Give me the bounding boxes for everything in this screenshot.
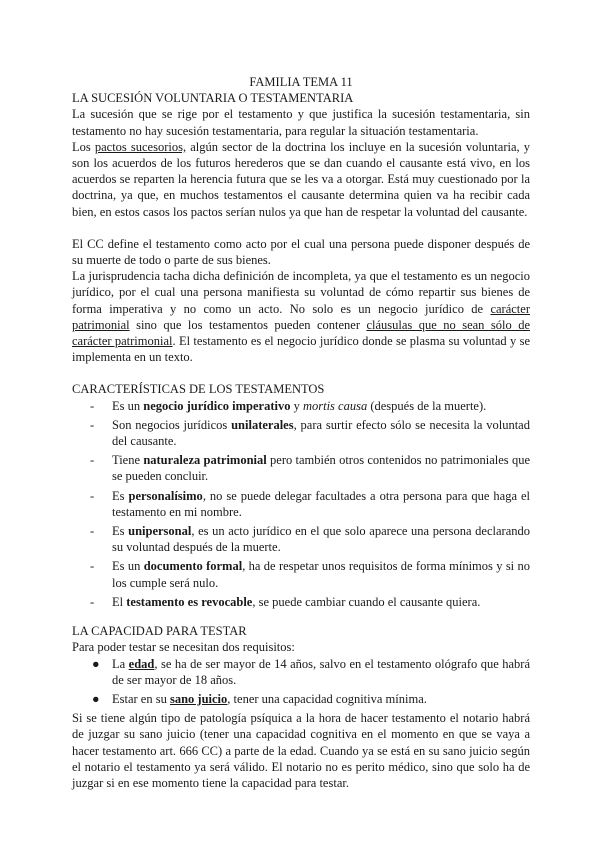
dash-bullet: - xyxy=(90,417,95,432)
dot-bullet: ● xyxy=(92,656,100,671)
list-item: - Es un negocio jurídico imperativo y mortis causa (después de la muerte). xyxy=(72,398,530,414)
paragraph-requisitos-intro: Para poder testar se necesitan dos requisitos: xyxy=(72,640,295,655)
paragraph-sucesion: La sucesión que se rige por el testamento y que justifica la sucesión testamentaria, sin testamento no hay sucesión testamentaria, para regular la situación testamentaria. xyxy=(72,107,530,138)
section-heading-sucesion: LA SUCESIÓN VOLUNTARIA O TESTAMENTARIA xyxy=(72,91,354,106)
paragraph-sano-juicio: Si se tiene algún tipo de patología psíquica a la hora de hacer testamento el notario habrá de juzgar su sano juicio (tener una capacidad cognitiva en el momento en que se vaya a hacer testamento art. 666 CC) a parte de la edad. Cuando ya se está en su sano juicio según el notario el testamento ya será válido. El notario no es perito médico, sino que solo ha de juzgar si en ese momento tiene la capacidad para testar. xyxy=(72,711,530,790)
document-title: FAMILIA TEMA 11 xyxy=(249,75,353,89)
section-heading-caracteristicas: CARACTERÍSTICAS DE LOS TESTAMENTOS xyxy=(72,382,325,397)
list-item: - El testamento es revocable, se puede cambiar cuando el causante quiera. xyxy=(72,594,530,610)
list-item: - Es personalísimo, no se puede delegar facultades a otra persona para que haga el testamento en mi nombre. xyxy=(72,488,530,520)
dash-bullet: - xyxy=(90,453,95,468)
dash-bullet: - xyxy=(90,488,95,503)
underlined-caracter-patrimonial: carácter patrimonial xyxy=(72,301,530,332)
underlined-pactos-sucesorios: pactos sucesorios, xyxy=(94,139,187,154)
list-item: - Es un documento formal, ha de respetar unos requisitos de forma mínimos y si no los cumple será nulo. xyxy=(72,558,530,590)
list-item: - Son negocios jurídicos unilaterales, para surtir efecto sólo se necesita la voluntad del causante. xyxy=(72,417,530,449)
dash-bullet: - xyxy=(90,524,95,539)
requisitos-list xyxy=(72,656,530,708)
list-item: ● La edad, se ha de ser mayor de 14 años, salvo en el testamento ológrafo que habrá de ser mayor de 18 años. xyxy=(72,656,530,688)
caracteristicas-list xyxy=(72,398,530,610)
list-item: - Es unipersonal, es un acto jurídico en el que solo aparece una persona declarando su voluntad después de la muerte. xyxy=(72,523,530,555)
list-item: - Tiene naturaleza patrimonial pero también otros contenidos no patrimoniales que se pueden concluir. xyxy=(72,452,530,484)
dot-bullet: ● xyxy=(92,691,100,706)
dash-bullet: - xyxy=(90,559,95,574)
dash-bullet: - xyxy=(90,398,95,413)
list-item: ● Estar en su sano juicio, tener una capacidad cognitiva mínima. xyxy=(72,691,530,707)
dash-bullet: - xyxy=(90,594,95,609)
section-heading-capacidad: LA CAPACIDAD PARA TESTAR xyxy=(72,624,247,639)
paragraph-cc-definicion: El CC define el testamento como acto por el cual una persona puede disponer después de su muerte de todo o parte de sus bienes. xyxy=(72,236,530,268)
paragraph-jurisprudencia: La jurisprudencia tacha dicha definición de incompleta, ya que el testamento es un negocio jurídico, por el cual una persona manifiesta su voluntad de cómo repartir sus bienes de forma imperativa y no como un acto. No solo es un negocio jurídico de carácter patrimonial sino que los testamentos pueden contener cláusulas que no sean sólo de carácter patrimonial. El testamento es el negocio jurídico donde se plasma su voluntad y se implementa en un texto. xyxy=(72,269,530,365)
paragraph-pactos: Los pactos sucesorios, algún sector de la doctrina los incluye en la sucesión voluntaria, y son los acuerdos de los futuros herederos que se dan cuando el causante está vivo, en los acuerdos se reparten la herencia futura que se les va a otorgar. Está muy cuestionado por la doctrina, ya que, en muchos testamentos el causante determina quien va ha recibir cada bien, en estos casos los pactos serían nulos ya que han de respetar la voluntad del causante. xyxy=(72,139,530,219)
underlined-clausulas: cláusulas que no sean sólo de carácter patrimonial xyxy=(72,317,530,349)
